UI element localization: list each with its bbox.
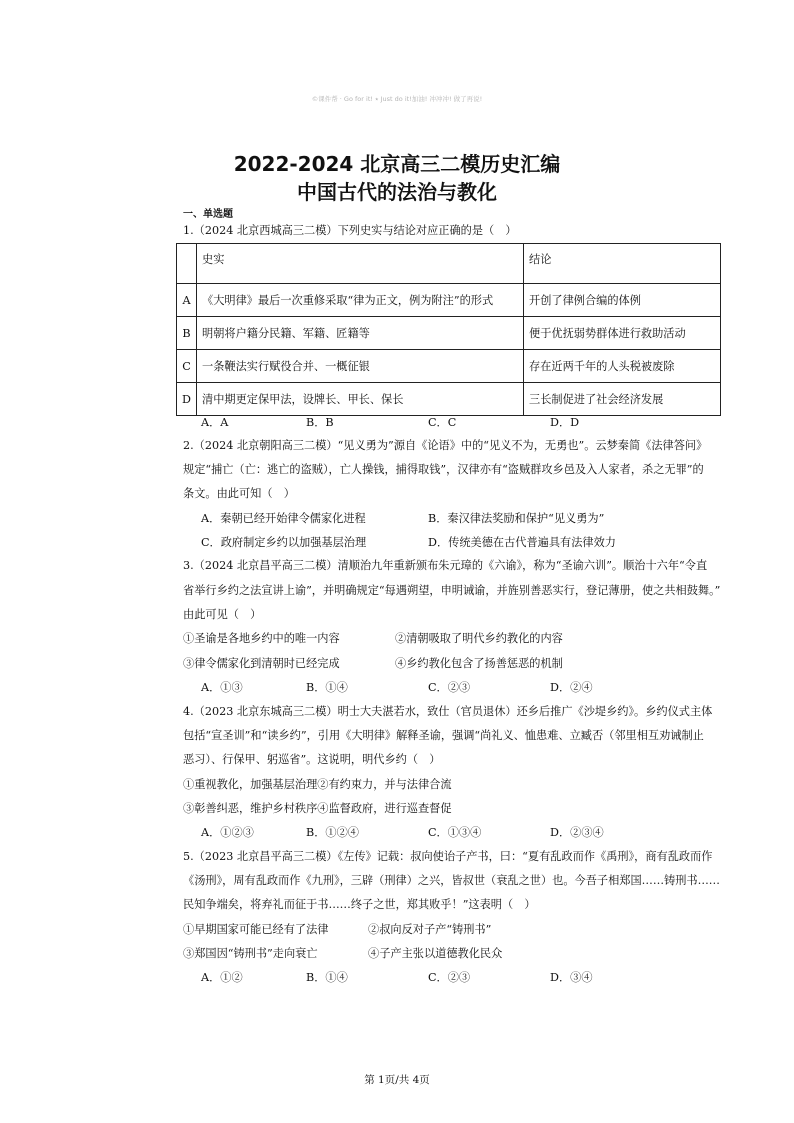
q4-option-b: B．①②④ bbox=[306, 826, 359, 839]
q5-option-b: B．①④ bbox=[306, 971, 348, 984]
table-row bbox=[177, 383, 721, 416]
q5-option-a: A．①② bbox=[201, 971, 243, 984]
q5-option-d: D．③④ bbox=[550, 971, 593, 984]
row-conclusion: 开创了律例合编的体例 bbox=[524, 284, 721, 317]
q5-line: 民知争端矣，将弃礼而征于书……终子之世，郑其败乎！”这表明（ ） bbox=[183, 898, 536, 911]
q1-table bbox=[176, 243, 721, 416]
q5-statement-3: ③郑国因“铸刑书”走向衰亡 bbox=[183, 947, 318, 960]
q3-option-c: C．②③ bbox=[428, 681, 471, 694]
row-letter: A bbox=[177, 284, 197, 317]
q3-option-b: B．①④ bbox=[306, 681, 348, 694]
q2-option-d: D．传统美德在古代普遍具有法律效力 bbox=[428, 536, 616, 549]
q3-line: 3.（2024 北京昌平高三二模）清顺治九年重新颁布朱元璋的《六谕》，称为“圣谕六训”。顺治十六年“令直 bbox=[183, 559, 708, 572]
page-number: 第 1页/共 4页 bbox=[364, 1074, 430, 1086]
row-fact: 清中期更定保甲法，设牌长、甲长、保长 bbox=[197, 383, 524, 416]
q3-statement-4: ④乡约教化包含了扬善惩恶的机制 bbox=[395, 657, 563, 670]
row-conclusion: 存在近两千年的人头税被废除 bbox=[524, 350, 721, 383]
q1-option-d: D．D bbox=[550, 416, 580, 429]
table-row bbox=[177, 284, 721, 317]
q4-option-d: D．②③④ bbox=[550, 826, 604, 839]
q5-statement-1: ①早期国家可能已经有了法律 bbox=[183, 923, 329, 936]
q3-statement-2: ②清朝吸取了明代乡约教化的内容 bbox=[395, 632, 563, 645]
q5-line: 《汤刑》，周有乱政而作《九刑》，三辟（刑律）之兴，皆叔世（衰乱之世）也。今吾子相郑国……铸刑书…… bbox=[183, 874, 720, 887]
q1-option-b: B．B bbox=[306, 416, 334, 429]
q2-line: 条文。由此可知（ ） bbox=[183, 487, 295, 500]
table-header-cell bbox=[177, 244, 197, 284]
section-heading: 一、单选题 bbox=[183, 209, 233, 220]
q3-option-d: D．②④ bbox=[550, 681, 593, 694]
table-row bbox=[177, 350, 721, 383]
q3-statement-3: ③律令儒家化到清朝时已经完成 bbox=[183, 657, 340, 670]
row-fact: 明朝将户籍分民籍、军籍、匠籍等 bbox=[197, 317, 524, 350]
q1-stem: 1.（2024 北京西城高三二模）下列史实与结论对应正确的是（ ） bbox=[183, 224, 517, 237]
document-subtitle: 中国古代的法治与教化 bbox=[297, 180, 497, 204]
q2-line: 2.（2024 北京朝阳高三二模）“见义勇为”源自《论语》中的“见义不为，无勇也”。云梦秦简《法律答问》 bbox=[183, 439, 708, 452]
q3-line: 由此可见（ ） bbox=[183, 608, 262, 621]
row-letter: D bbox=[177, 383, 197, 416]
table-header-row bbox=[177, 244, 721, 284]
row-fact: 《大明律》最后一次重修采取“律为正文，例为附注”的形式 bbox=[197, 284, 524, 317]
table-row bbox=[177, 317, 721, 350]
q2-line: 规定“捕亡（亡：逃亡的盗贼），亡人操钱，捕得取钱”，汉律亦有“盗贼群攻乡邑及入人家者，杀之无罪”的 bbox=[183, 463, 704, 476]
table-header-cell: 结论 bbox=[524, 244, 721, 284]
q5-option-c: C．②③ bbox=[428, 971, 471, 984]
q4-statement-3-4: ③彰善纠恶，维护乡村秩序④监督政府，进行巡查督促 bbox=[183, 802, 452, 815]
q1-option-c: C．C bbox=[428, 416, 457, 429]
q1-option-a: A．A bbox=[201, 416, 229, 429]
q2-option-c: C．政府制定乡约以加强基层治理 bbox=[201, 536, 367, 549]
row-conclusion: 便于优抚弱势群体进行救助活动 bbox=[524, 317, 721, 350]
row-letter: B bbox=[177, 317, 197, 350]
q4-line: 包括“宣圣训”和“读乡约”，引用《大明律》解释圣谕，强调“尚礼义、恤患难、立臧否（邻里相互劝诫制止 bbox=[183, 729, 704, 742]
q5-statement-2: ②叔向反对子产“铸刑书” bbox=[368, 923, 492, 936]
q3-line: 省举行乡约之法宣讲上谕”，并明确规定“每遇朔望，申明诫谕，并旌别善恶实行，登记薄册，使之共相鼓舞。” bbox=[183, 584, 721, 597]
q5-statement-4: ④子产主张以道德教化民众 bbox=[368, 947, 503, 960]
watermark: ©课件帮 · Go for it! ⭑ Just do it!加油! 冲冲冲! 做了再说! bbox=[311, 95, 483, 103]
q4-option-c: C．①③④ bbox=[428, 826, 482, 839]
q2-option-b: B．秦汉律法奖励和保护“见义勇为” bbox=[428, 512, 605, 525]
q5-line: 5.（2023 北京昌平高三二模）《左传》记载：叔向使诒子产书，曰：“夏有乱政而作《禹刑》，商有乱政而作 bbox=[183, 850, 713, 863]
row-fact: 一条鞭法实行赋役合并、一概征银 bbox=[197, 350, 524, 383]
q4-line: 恶习）、行保甲、躬巡省”。这说明，明代乡约（ ） bbox=[183, 753, 441, 766]
q3-statement-1: ①圣谕是各地乡约中的唯一内容 bbox=[183, 632, 340, 645]
document-title: 2022-2024 北京高三二模历史汇编 bbox=[233, 152, 561, 176]
q2-option-a: A．秦朝已经开始律令儒家化进程 bbox=[201, 512, 366, 525]
q4-option-a: A．①②③ bbox=[201, 826, 254, 839]
q3-option-a: A．①③ bbox=[201, 681, 243, 694]
q4-line: 4.（2023 北京东城高三二模）明士大夫湛若水，致仕（官员退休）还乡后推广《沙堤乡约》。乡约仪式主体 bbox=[183, 705, 713, 718]
row-conclusion: 三长制促进了社会经济发展 bbox=[524, 383, 721, 416]
q4-statement-1-2: ①重视教化，加强基层治理②有约束力，并与法律合流 bbox=[183, 778, 452, 791]
row-letter: C bbox=[177, 350, 197, 383]
table-header-cell: 史实 bbox=[197, 244, 524, 284]
